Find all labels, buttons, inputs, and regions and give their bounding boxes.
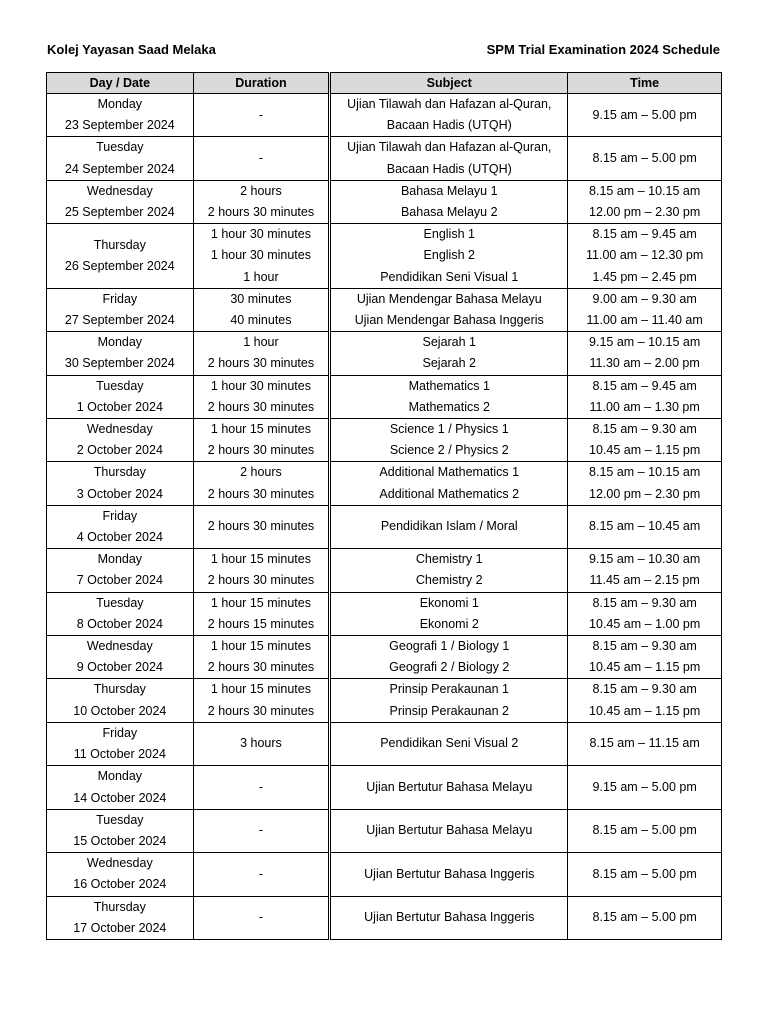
cell-subject-line: Chemistry 1: [415, 552, 483, 567]
cell-subject-line: Bahasa Melayu 2: [400, 205, 498, 220]
cell-subject-line: Ujian Bertutur Bahasa Melayu: [366, 823, 533, 838]
cell-day-date-line: Tuesday: [96, 812, 144, 827]
cell-day-date-line: Tuesday: [96, 140, 144, 155]
cell-subject-line: Mathematics 2: [408, 399, 490, 414]
cell-subject: [330, 462, 568, 505]
cell-subject-line: Ujian Bertutur Bahasa Melayu: [366, 779, 533, 794]
cell-time-line: 8.15 am – 10.15 am: [589, 465, 701, 480]
cell-subject: [330, 332, 568, 375]
cell-duration: [193, 722, 330, 765]
cell-day-date: [47, 375, 194, 418]
cell-day-date-line: Friday: [102, 508, 138, 523]
cell-duration-line: -: [258, 779, 264, 794]
cell-day-date-line: Thursday: [93, 899, 146, 914]
table-row: [47, 809, 722, 852]
cell-day-date-line: Tuesday: [96, 378, 144, 393]
cell-duration: [193, 549, 330, 592]
cell-subject: [330, 722, 568, 765]
cell-day-date: [47, 809, 194, 852]
cell-day-date-line: Wednesday: [86, 639, 153, 654]
cell-duration-line: 2 hours 30 minutes: [207, 399, 315, 414]
cell-day-date-line: Friday: [102, 291, 138, 306]
cell-time: [568, 679, 722, 722]
cell-day-date: [47, 419, 194, 462]
cell-time-line: 9.15 am – 10.30 am: [589, 552, 701, 567]
cell-day-date-line: 26 September 2024: [64, 259, 175, 274]
cell-subject-line: Science 2 / Physics 2: [389, 443, 509, 458]
cell-day-date: [47, 94, 194, 137]
cell-time: [568, 809, 722, 852]
cell-time-line: 8.15 am – 9.30 am: [592, 639, 697, 654]
cell-time-line: 11.00 am – 1.30 pm: [589, 399, 700, 414]
cell-day-date-line: Monday: [97, 552, 143, 567]
table-row: [47, 592, 722, 635]
cell-time: [568, 419, 722, 462]
cell-subject-line: Ujian Bertutur Bahasa Inggeris: [364, 910, 535, 925]
cell-day-date: [47, 332, 194, 375]
cell-time-line: 1.45 pm – 2.45 pm: [592, 269, 697, 284]
cell-subject-line: Ujian Bertutur Bahasa Inggeris: [364, 866, 535, 881]
cell-time-line: 10.45 am – 1.00 pm: [589, 616, 701, 631]
cell-day-date-line: Wednesday: [86, 422, 153, 437]
cell-subject: [330, 809, 568, 852]
cell-day-date: [47, 766, 194, 809]
cell-duration: [193, 288, 330, 331]
cell-time: [568, 137, 722, 180]
cell-duration-line: 1 hour 15 minutes: [210, 552, 311, 567]
cell-duration-line: 30 minutes: [230, 291, 292, 306]
cell-time-line: 8.15 am – 9.45 am: [592, 227, 697, 242]
table-row: [47, 332, 722, 375]
cell-day-date-line: 27 September 2024: [64, 313, 175, 328]
table-row: [47, 419, 722, 462]
cell-duration-line: 2 hours 30 minutes: [207, 205, 315, 220]
cell-subject: [330, 549, 568, 592]
cell-duration-line: 2 hours 30 minutes: [207, 660, 315, 675]
cell-duration-line: 1 hour 15 minutes: [210, 595, 311, 610]
cell-duration-line: -: [258, 151, 264, 165]
table-row: [47, 636, 722, 679]
cell-time: [568, 332, 722, 375]
cell-day-date-line: Thursday: [93, 682, 146, 697]
cell-subject-line: English 1: [423, 227, 475, 242]
column-header-day: Day / Date: [47, 73, 194, 94]
schedule-table: [46, 72, 722, 940]
cell-day-date: [47, 549, 194, 592]
cell-duration: [193, 636, 330, 679]
cell-day-date-line: 3 October 2024: [76, 486, 163, 501]
cell-duration: [193, 224, 330, 289]
cell-time: [568, 853, 722, 896]
cell-subject-line: Ujian Mendengar Bahasa Inggeris: [354, 313, 544, 328]
schedule-body: [47, 94, 722, 940]
table-row: [47, 679, 722, 722]
cell-subject-line: Sejarah 2: [422, 356, 477, 371]
cell-subject: [330, 419, 568, 462]
school-name: Kolej Yayasan Saad Melaka: [47, 42, 216, 57]
cell-time-line: 11.00 am – 12.30 pm: [586, 248, 704, 263]
cell-subject-line: Sejarah 1: [422, 335, 477, 350]
cell-day-date-line: Wednesday: [86, 856, 153, 871]
cell-time-line: 11.00 am – 11.40 am: [586, 313, 703, 328]
cell-time-line: 8.15 am – 5.00 pm: [592, 866, 697, 881]
cell-subject: [330, 224, 568, 289]
cell-day-date-line: 11 October 2024: [73, 747, 166, 762]
cell-day-date-line: 1 October 2024: [76, 399, 163, 414]
cell-subject-line: Geografi 1 / Biology 1: [389, 639, 510, 654]
cell-time-line: 8.15 am – 9.45 am: [592, 378, 697, 393]
cell-subject: [330, 137, 568, 180]
cell-day-date-line: Thursday: [93, 237, 146, 252]
cell-subject-line: Chemistry 2: [415, 573, 483, 588]
table-row: [47, 853, 722, 896]
cell-duration-line: 1 hour 15 minutes: [210, 682, 311, 697]
cell-subject-line: Geografi 2 / Biology 2: [389, 660, 510, 675]
cell-duration-line: -: [258, 866, 264, 881]
cell-day-date: [47, 636, 194, 679]
cell-duration-line: 1 hour 30 minutes: [210, 378, 311, 393]
cell-duration-line: 2 hours 30 minutes: [207, 703, 315, 718]
cell-day-date: [47, 462, 194, 505]
cell-time-line: 8.15 am – 5.00 pm: [592, 151, 697, 165]
cell-day-date-line: Monday: [97, 97, 143, 111]
cell-time-line: 8.15 am – 9.30 am: [592, 682, 697, 697]
cell-subject-line: Mathematics 1: [408, 378, 490, 393]
table-header-row: [47, 73, 722, 94]
cell-duration-line: 1 hour 30 minutes: [210, 248, 311, 263]
cell-day-date-line: Wednesday: [86, 183, 153, 198]
cell-subject-line: Pendidikan Islam / Moral: [380, 519, 518, 534]
cell-time: [568, 896, 722, 939]
cell-day-date: [47, 137, 194, 180]
cell-time: [568, 592, 722, 635]
cell-duration-line: -: [258, 107, 264, 122]
cell-day-date-line: 30 September 2024: [64, 356, 175, 371]
cell-subject-line: Bacaan Hadis (UTQH): [386, 161, 512, 176]
cell-time: [568, 549, 722, 592]
cell-duration-line: 40 minutes: [230, 313, 292, 328]
cell-subject-line: Prinsip Perakaunan 1: [389, 682, 510, 697]
cell-duration-line: 2 hours 30 minutes: [207, 443, 315, 458]
cell-day-date-line: 4 October 2024: [76, 530, 163, 545]
cell-subject: [330, 636, 568, 679]
document-title: SPM Trial Examination 2024 Schedule: [486, 42, 720, 57]
cell-day-date-line: Friday: [102, 725, 138, 740]
cell-time-line: 11.30 am – 2.00 pm: [589, 356, 700, 371]
cell-subject: [330, 766, 568, 809]
cell-duration: [193, 462, 330, 505]
cell-duration: [193, 896, 330, 939]
cell-day-date-line: 17 October 2024: [73, 920, 167, 935]
cell-duration-line: 1 hour: [243, 335, 279, 350]
cell-day-date-line: 23 September 2024: [64, 118, 175, 133]
cell-time-line: 8.15 am – 11.15 am: [589, 736, 700, 751]
cell-day-date-line: 25 September 2024: [64, 205, 175, 220]
cell-time-line: 8.15 am – 10.15 am: [589, 183, 701, 198]
cell-subject: [330, 288, 568, 331]
cell-day-date-line: 9 October 2024: [76, 660, 163, 675]
cell-subject: [330, 180, 568, 223]
cell-subject: [330, 505, 568, 548]
cell-time-line: 8.15 am – 5.00 pm: [592, 823, 697, 838]
cell-duration: [193, 679, 330, 722]
cell-subject-line: Bahasa Melayu 1: [400, 183, 498, 198]
cell-subject-line: English 2: [423, 248, 475, 263]
cell-day-date: [47, 592, 194, 635]
cell-duration: [193, 809, 330, 852]
cell-time: [568, 224, 722, 289]
cell-subject-line: Ujian Tilawah dan Hafazan al-Quran,: [347, 97, 552, 111]
cell-time: [568, 375, 722, 418]
cell-day-date-line: 10 October 2024: [73, 703, 167, 718]
cell-subject-line: Pendidikan Seni Visual 2: [380, 736, 519, 751]
cell-time: [568, 94, 722, 137]
cell-subject: [330, 853, 568, 896]
cell-duration-line: 1 hour: [243, 269, 279, 284]
cell-day-date-line: 16 October 2024: [73, 877, 167, 892]
cell-time-line: 8.15 am – 10.45 am: [589, 519, 701, 534]
cell-day-date: [47, 224, 194, 289]
cell-time: [568, 462, 722, 505]
cell-time-line: 8.15 am – 9.30 am: [592, 595, 697, 610]
cell-time-line: 8.15 am – 9.30 am: [592, 422, 697, 437]
table-row: [47, 766, 722, 809]
cell-subject: [330, 375, 568, 418]
table-row: [47, 722, 722, 765]
cell-subject-line: Prinsip Perakaunan 2: [389, 703, 510, 718]
cell-subject: [330, 679, 568, 722]
cell-duration-line: 1 hour 15 minutes: [210, 422, 311, 437]
cell-time-line: 10.45 am – 1.15 pm: [589, 660, 701, 675]
cell-duration-line: 2 hours 30 minutes: [207, 519, 315, 534]
cell-subject-line: Pendidikan Seni Visual 1: [380, 269, 519, 284]
cell-duration: [193, 332, 330, 375]
cell-day-date-line: Tuesday: [96, 595, 144, 610]
table-row: [47, 288, 722, 331]
cell-duration: [193, 375, 330, 418]
cell-time-line: 10.45 am – 1.15 pm: [589, 443, 701, 458]
table-row: [47, 462, 722, 505]
cell-duration-line: -: [258, 823, 264, 838]
cell-day-date-line: 14 October 2024: [73, 790, 167, 805]
cell-duration-line: 3 hours: [240, 736, 282, 751]
cell-time-line: 12.00 pm – 2.30 pm: [589, 205, 701, 220]
cell-subject-line: Science 1 / Physics 1: [389, 422, 509, 437]
cell-time-line: 12.00 pm – 2.30 pm: [589, 486, 701, 501]
table-row: [47, 549, 722, 592]
cell-time-line: 11.45 am – 2.15 pm: [589, 573, 700, 588]
column-header-time: Time: [568, 73, 722, 94]
cell-day-date-line: Monday: [97, 769, 143, 784]
cell-time: [568, 636, 722, 679]
cell-subject: [330, 94, 568, 137]
cell-duration-line: 1 hour 30 minutes: [210, 227, 311, 242]
cell-subject-line: Ujian Mendengar Bahasa Melayu: [356, 291, 542, 306]
cell-subject-line: Ujian Tilawah dan Hafazan al-Quran,: [347, 140, 552, 155]
document-header: [47, 42, 720, 58]
cell-duration: [193, 505, 330, 548]
cell-day-date: [47, 288, 194, 331]
cell-day-date-line: 24 September 2024: [64, 161, 175, 176]
cell-duration-line: 2 hours: [240, 183, 282, 198]
cell-duration: [193, 592, 330, 635]
cell-duration: [193, 137, 330, 180]
cell-duration: [193, 180, 330, 223]
cell-time-line: 10.45 am – 1.15 pm: [589, 703, 701, 718]
cell-time-line: 9.15 am – 10.15 am: [589, 335, 701, 350]
cell-time: [568, 505, 722, 548]
cell-day-date-line: 7 October 2024: [76, 573, 163, 588]
cell-duration-line: 2 hours 15 minutes: [207, 616, 315, 631]
table-row: [47, 180, 722, 223]
cell-duration-line: 2 hours 30 minutes: [207, 573, 315, 588]
cell-duration-line: 2 hours 30 minutes: [207, 356, 315, 371]
cell-duration: [193, 419, 330, 462]
cell-subject-line: Additional Mathematics 1: [379, 465, 520, 480]
cell-duration-line: 1 hour 15 minutes: [210, 639, 311, 654]
cell-day-date-line: Thursday: [93, 465, 146, 480]
table-row: [47, 94, 722, 137]
cell-day-date: [47, 679, 194, 722]
column-header-subject: Subject: [330, 73, 568, 94]
cell-time-line: 9.15 am – 5.00 pm: [592, 779, 697, 794]
table-row: [47, 375, 722, 418]
cell-day-date: [47, 180, 194, 223]
cell-subject: [330, 896, 568, 939]
cell-time-line: 9.00 am – 9.30 am: [592, 291, 697, 306]
cell-day-date: [47, 896, 194, 939]
cell-time: [568, 288, 722, 331]
cell-day-date-line: 15 October 2024: [73, 833, 167, 848]
cell-duration: [193, 766, 330, 809]
table-row: [47, 896, 722, 939]
cell-time: [568, 722, 722, 765]
cell-duration-line: 2 hours: [240, 465, 282, 480]
cell-subject-line: Ekonomi 1: [419, 595, 479, 610]
cell-subject-line: Ekonomi 2: [419, 616, 479, 631]
cell-day-date-line: Monday: [97, 335, 143, 350]
cell-time-line: 9.15 am – 5.00 pm: [592, 107, 697, 122]
cell-day-date-line: 2 October 2024: [76, 443, 163, 458]
cell-duration-line: -: [258, 910, 264, 925]
cell-time: [568, 766, 722, 809]
table-row: [47, 224, 722, 289]
cell-duration: [193, 853, 330, 896]
cell-duration-line: 2 hours 30 minutes: [207, 486, 315, 501]
cell-day-date-line: 8 October 2024: [76, 616, 163, 631]
cell-day-date: [47, 853, 194, 896]
cell-time: [568, 180, 722, 223]
cell-subject-line: Additional Mathematics 2: [379, 486, 520, 501]
cell-subject-line: Bacaan Hadis (UTQH): [386, 118, 512, 133]
table-row: [47, 137, 722, 180]
cell-time-line: 8.15 am – 5.00 pm: [592, 910, 697, 925]
cell-day-date: [47, 722, 194, 765]
cell-subject: [330, 592, 568, 635]
column-header-duration: Duration: [193, 73, 330, 94]
cell-day-date: [47, 505, 194, 548]
table-row: [47, 505, 722, 548]
cell-duration: [193, 94, 330, 137]
